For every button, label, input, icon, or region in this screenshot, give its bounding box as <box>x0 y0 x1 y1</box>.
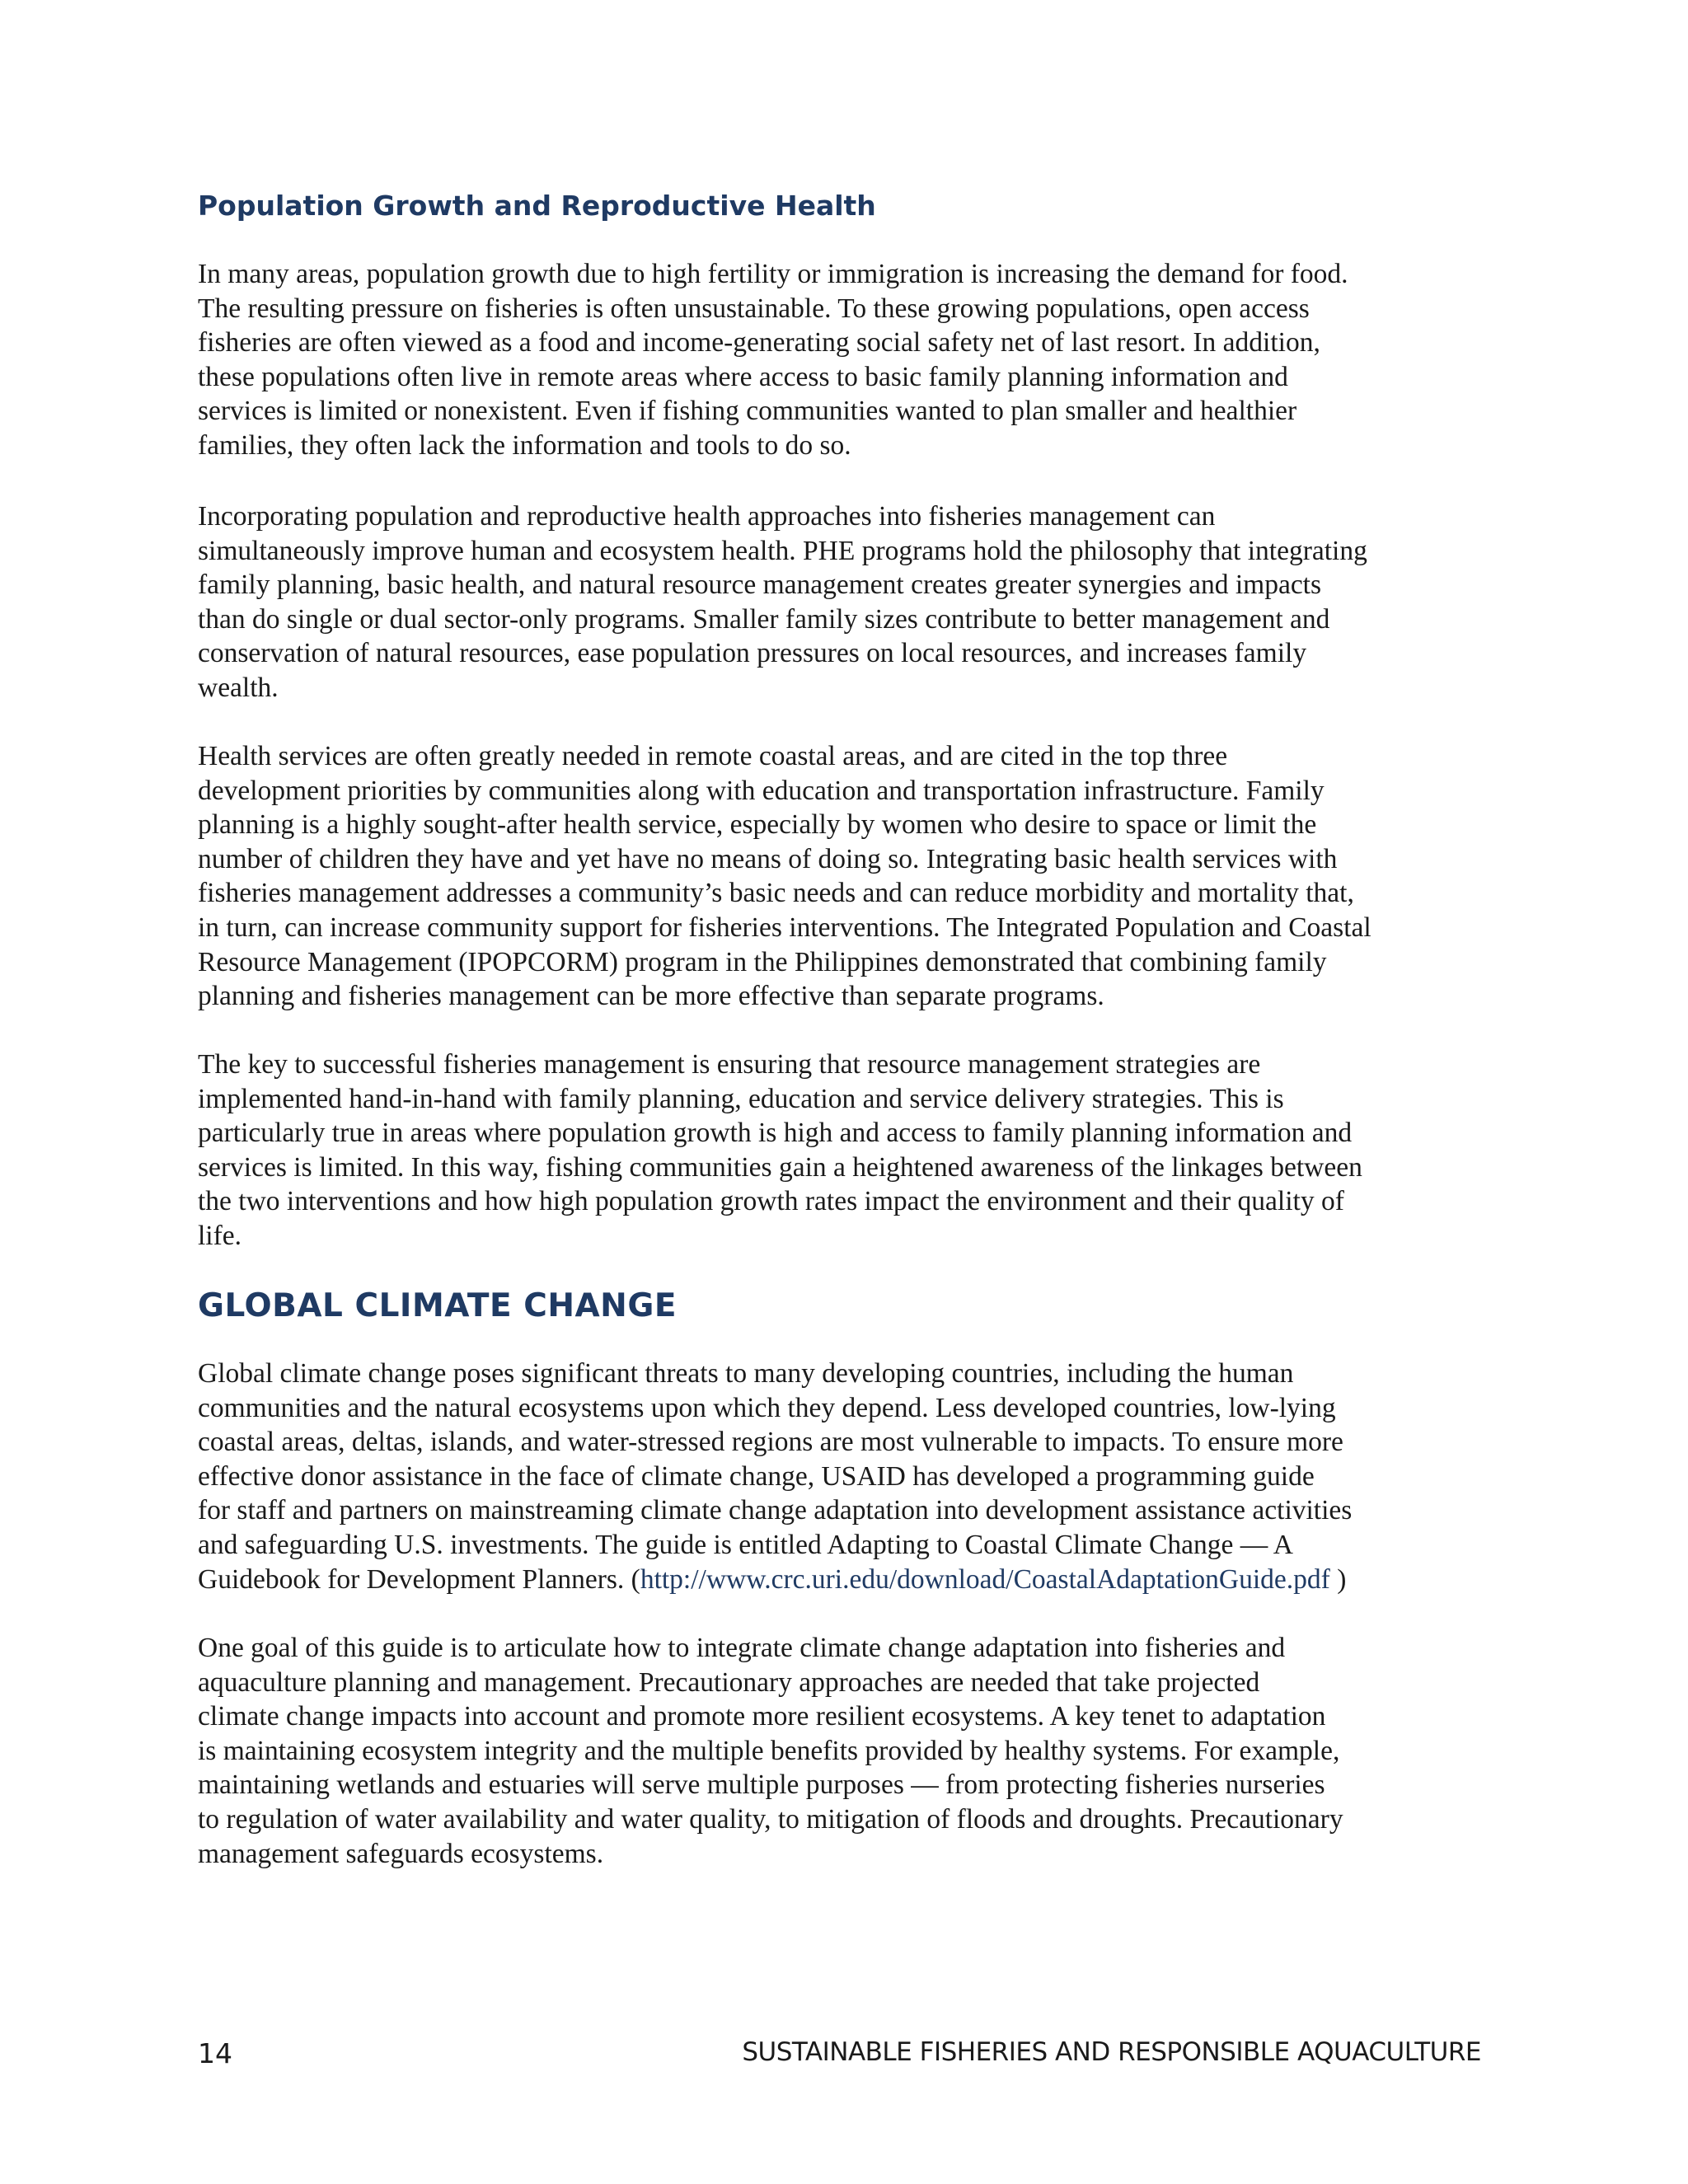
text-line: life. <box>198 1220 242 1251</box>
text-fragment: ) <box>1329 1563 1347 1595</box>
running-title: SUSTAINABLE FISHERIES AND RESPONSIBLE AQUACULTURE <box>742 2037 1481 2067</box>
paragraph-guide-goal <box>198 1631 1496 1871</box>
text-line: One goal of this guide is to articulate how to integrate climate change adaptation into fisheries and <box>198 1633 1286 1663</box>
text-line: planning is a highly sought-after health service, especially by women who desire to space or limit the <box>198 809 1317 841</box>
page-number: 14 <box>198 2037 232 2069</box>
section-heading-global-climate-change: GLOBAL CLIMATE CHANGE <box>198 1287 677 1324</box>
paragraph-climate-threats <box>198 1357 1496 1596</box>
text-line: management safeguards ecosystems. <box>198 1838 604 1869</box>
text-line: fisheries management addresses a community’s basic needs and can reduce morbidity and mortality that, <box>198 878 1354 909</box>
text-line: implemented hand-in-hand with family planning, education and service delivery strategies. This is <box>198 1083 1284 1114</box>
paragraph-key-to-success <box>198 1047 1496 1254</box>
text-line: services is limited or nonexistent. Even if fishing communities wanted to plan smaller and healthier <box>198 396 1297 427</box>
text-line: families, they often lack the information and tools to do so. <box>198 429 851 461</box>
text-line: particularly true in areas where population growth is high and access to family planning information and <box>198 1118 1353 1149</box>
text-line: development priorities by communities along with education and transportation infrastructure. Family <box>198 775 1325 806</box>
text-line: In many areas, population growth due to high fertility or immigration is increasing the demand for food. <box>198 259 1348 289</box>
text-line: the two interventions and how high population growth rates impact the environment and their quality of <box>198 1186 1344 1217</box>
text-line: climate change impacts into account and promote more resilient ecosystems. A key tenet to adaptation <box>198 1701 1326 1732</box>
text-line: services is limited. In this way, fishing communities gain a heightened awareness of the linkages between <box>198 1151 1362 1183</box>
text-line: number of children they have and yet have no means of doing so. Integrating basic health services with <box>198 843 1338 874</box>
text-line: coastal areas, deltas, islands, and water-stressed regions are most vulnerable to impacts. To ensure more <box>198 1427 1343 1458</box>
text-line: The key to successful fisheries management is ensuring that resource management strategies are <box>198 1049 1261 1080</box>
text-line: simultaneously improve human and ecosystem health. PHE programs hold the philosophy that integrating <box>198 535 1367 566</box>
text-line: family planning, basic health, and natural resource management creates greater synergies and impacts <box>198 569 1322 601</box>
document-page <box>198 0 1496 2184</box>
text-line: Incorporating population and reproductive health approaches into fisheries management can <box>198 501 1216 532</box>
paragraph-phe-programs <box>198 499 1496 705</box>
text-line: Resource Management (IPOPCORM) program in the Philippines demonstrated that combining family <box>198 946 1327 977</box>
text-line: to regulation of water availability and water quality, to mitigation of floods and droughts. Precautionary <box>198 1803 1343 1835</box>
text-line: is maintaining ecosystem integrity and the multiple benefits provided by healthy systems. For example, <box>198 1735 1340 1766</box>
text-line: in turn, can increase community support for fisheries interventions. The Integrated Population and Coastal <box>198 912 1372 943</box>
text-line: planning and fisheries management can be more effective than separate programs. <box>198 981 1104 1012</box>
text-line: than do single or dual sector-only programs. Smaller family sizes contribute to better management and <box>198 603 1330 635</box>
text-line: effective donor assistance in the face of climate change, USAID has developed a programming guide <box>198 1460 1315 1492</box>
text-line: these populations often live in remote areas where access to basic family planning information and <box>198 361 1288 392</box>
adaptation-guide-link[interactable]: http://www.crc.uri.edu/download/CoastalAdaptationGuide.pdf <box>640 1563 1330 1595</box>
text-line: The resulting pressure on fisheries is often unsustainable. To these growing populations, open access <box>198 293 1310 324</box>
page-footer <box>198 2037 1481 2079</box>
text-line: fisheries are often viewed as a food and income-generating social safety net of last resort. In addition, <box>198 327 1320 359</box>
text-line: communities and the natural ecosystems upon which they depend. Less developed countries, low-lying <box>198 1392 1336 1423</box>
text-line: and safeguarding U.S. investments. The guide is entitled Adapting to Coastal Climate Change — A <box>198 1529 1293 1560</box>
subheading-population-growth: Population Growth and Reproductive Health <box>198 190 876 222</box>
paragraph-health-services <box>198 739 1496 1014</box>
text-fragment: Guidebook for Development Planners. ( <box>198 1563 640 1595</box>
text-line <box>198 1563 1496 1597</box>
text-line: wealth. <box>198 672 279 703</box>
text-line: for staff and partners on mainstreaming climate change adaptation into development assistance activities <box>198 1495 1353 1526</box>
text-line: Health services are often greatly needed in remote coastal areas, and are cited in the top three <box>198 741 1228 771</box>
paragraph-population-growth <box>198 257 1496 463</box>
text-line: maintaining wetlands and estuaries will serve multiple purposes — from protecting fisheries nurseries <box>198 1769 1325 1801</box>
text-line: Global climate change poses significant threats to many developing countries, including the human <box>198 1358 1294 1389</box>
text-line: conservation of natural resources, ease population pressures on local resources, and increases family <box>198 638 1307 669</box>
text-line: aquaculture planning and management. Precautionary approaches are needed that take projected <box>198 1666 1260 1698</box>
